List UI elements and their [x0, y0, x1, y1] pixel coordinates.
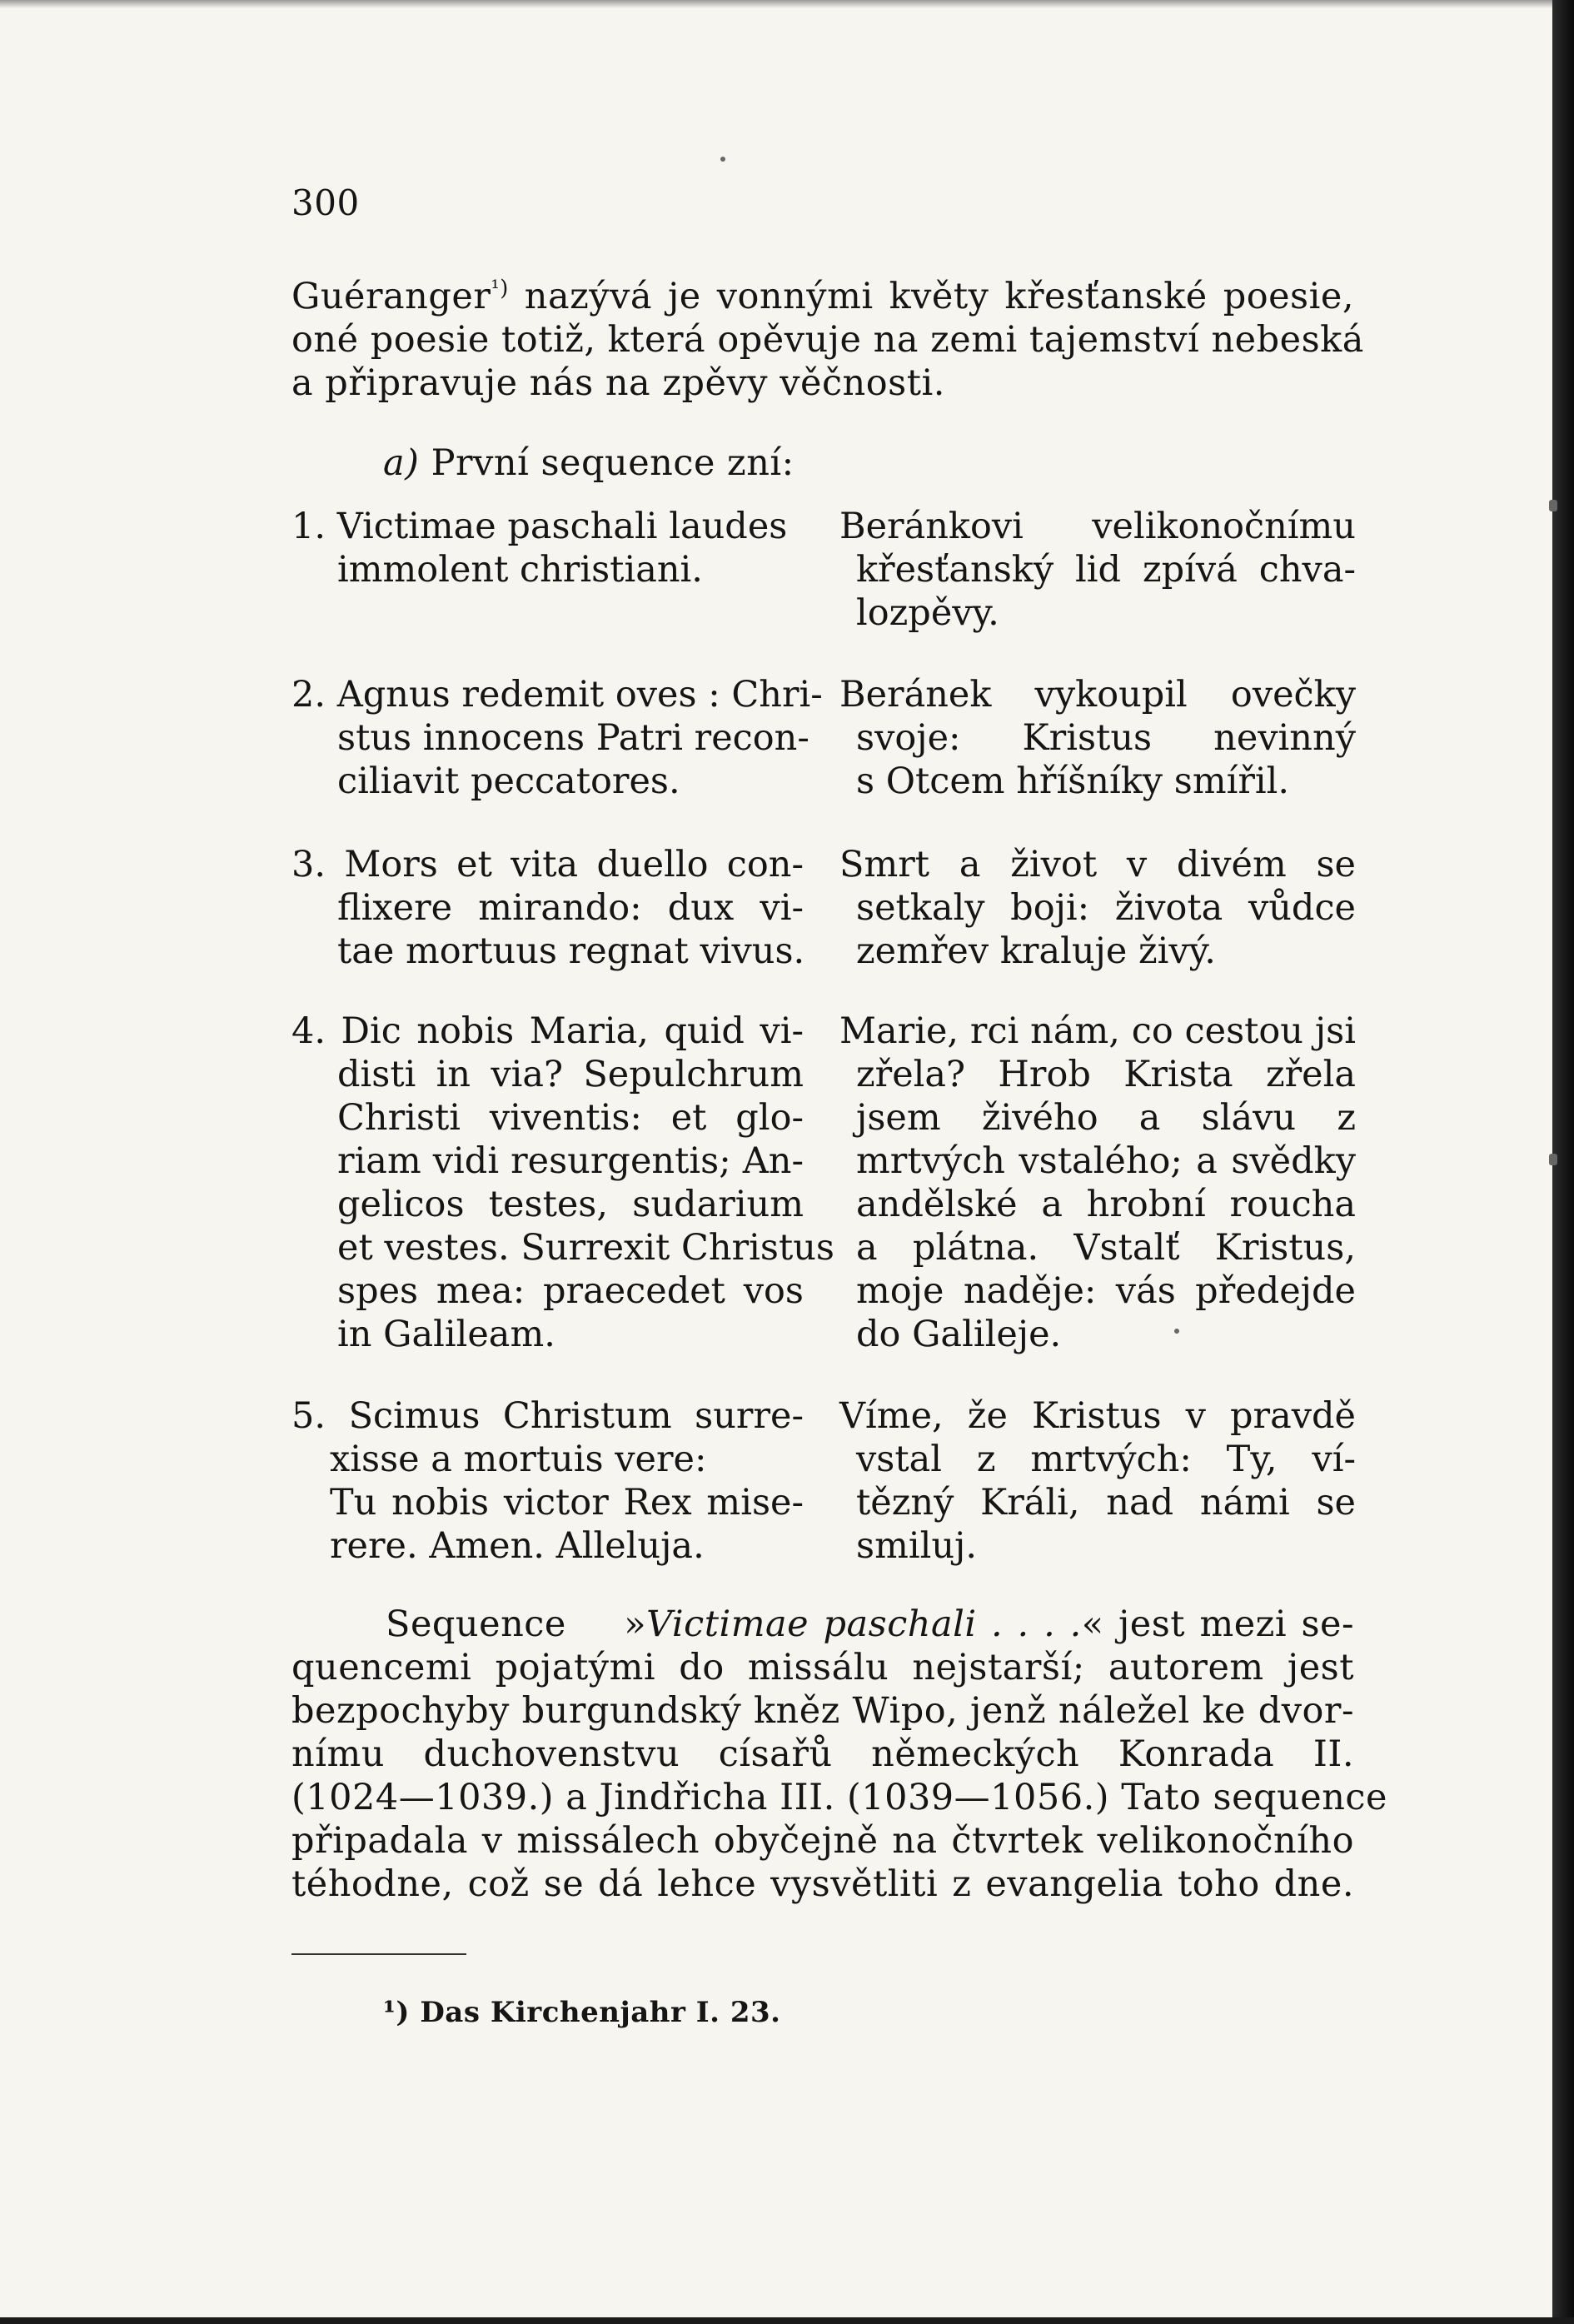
- section-label: a): [383, 442, 420, 484]
- verse-2-czech: Beránek vykoupil ovečky svoje: Kristus nevinný s Otcem hříšníky smířil.: [839, 674, 1356, 802]
- section-title: První sequence zní:: [431, 442, 794, 484]
- para-line-6: připadala v missálech obyčejně na čtvrtek velikonočního: [291, 1820, 1354, 1862]
- para-line-4: nímu duchovenstvu císařů německých Konrada II.: [291, 1733, 1354, 1775]
- footnote-marker: ¹): [383, 1996, 410, 2029]
- verse-1-latin: 1. Victimae paschali laudes immolent christiani.: [291, 506, 788, 591]
- verse-4-czech: Marie, rci nám, co cestou jsi zřela? Hrob Krista zřela jsem živého a slávu z mrtvých vstalého; a svědky andělské a hrobní roucha a plátna. Vstalť Kristus, moje naděje: vás předejde do Galileje.: [839, 1010, 1356, 1355]
- quoted-title: Victimae paschali . . . .: [646, 1603, 1082, 1645]
- para-line-3: bezpochyby burgundský kněz Wipo, jenž náležel ke dvor-: [291, 1690, 1354, 1732]
- verse-number: 3.: [291, 844, 326, 885]
- para-line-1: Sequence »Victimae paschali . . . .« jest mezi se-: [386, 1603, 1354, 1645]
- verse-5-czech: Víme, že Kristus v pravdě vstal z mrtvých: Ty, ví- tězný Králi, nad námi se smiluj.: [839, 1395, 1356, 1567]
- page-top-edge: [0, 0, 1574, 8]
- verse-number: 1.: [291, 506, 326, 547]
- scan-speck: [1174, 1329, 1179, 1334]
- verse-5-latin: 5. Scimus Christum surre- xisse a mortuis vere: Tu nobis victor Rex mise- rere. Amen. Alleluja.: [291, 1395, 804, 1567]
- closing-paragraph: [291, 1603, 1387, 1906]
- footnote-ref: ¹): [491, 276, 509, 302]
- binding-mark: [1549, 500, 1557, 511]
- section-heading: [383, 441, 794, 485]
- intro-line-3: a připravuje nás na zpěvy věčnosti.: [291, 362, 945, 404]
- verse-4-latin: 4. Dic nobis Maria, quid vi- disti in via? Sepulchrum Christi viventis: et glo- riam vidi resurgentis; An- gelicos testes, sudarium et vestes. Surrexit Christus spes mea: praecedet vos in Galileam.: [291, 1010, 835, 1355]
- page-number: 300: [291, 182, 360, 223]
- verse-number: 4.: [291, 1010, 326, 1052]
- footnote-text: Das Kirchenjahr I. 23.: [409, 1996, 781, 2029]
- para-line-5: (1024—1039.) a Jindřicha III. (1039—1056.) Tato sequence: [291, 1777, 1387, 1818]
- verse-number: 2.: [291, 674, 326, 716]
- para-line-7: téhodne, což se dá lehce vysvětliti z evangelia toho dne.: [291, 1863, 1354, 1905]
- intro-line-2: oné poesie totiž, která opěvuje na zemi tajemství nebeská: [291, 319, 1364, 361]
- page-bottom-edge: [0, 2317, 1574, 2324]
- footnote-divider: [291, 1953, 466, 1955]
- intro-paragraph: [291, 275, 1364, 405]
- verse-3-latin: 3. Mors et vita duello con- flixere mirando: dux vi- tae mortuus regnat vivus.: [291, 844, 805, 972]
- verse-3-czech: Smrt a život v divém se setkaly boji: života vůdce zemřev kraluje živý.: [839, 844, 1356, 972]
- footnote: [383, 1991, 781, 2034]
- scan-speck: [720, 157, 725, 162]
- verse-1-czech: Beránkovi velikonočnímu křesťanský lid zpívá chva- lozpěvy.: [839, 506, 1356, 634]
- para-line-2: quencemi pojatými do missálu nejstarší; autorem jest: [291, 1647, 1354, 1688]
- verse-2-latin: 2. Agnus redemit oves : Chri- stus innocens Patri recon- ciliavit peccatores.: [291, 674, 823, 802]
- binding-mark: [1549, 1154, 1557, 1165]
- verse-number: 5.: [291, 1395, 326, 1437]
- intro-line-1: Guéranger$^{^1)}$ nazývá je vonnými květy křesťanské poesie,: [291, 276, 1354, 317]
